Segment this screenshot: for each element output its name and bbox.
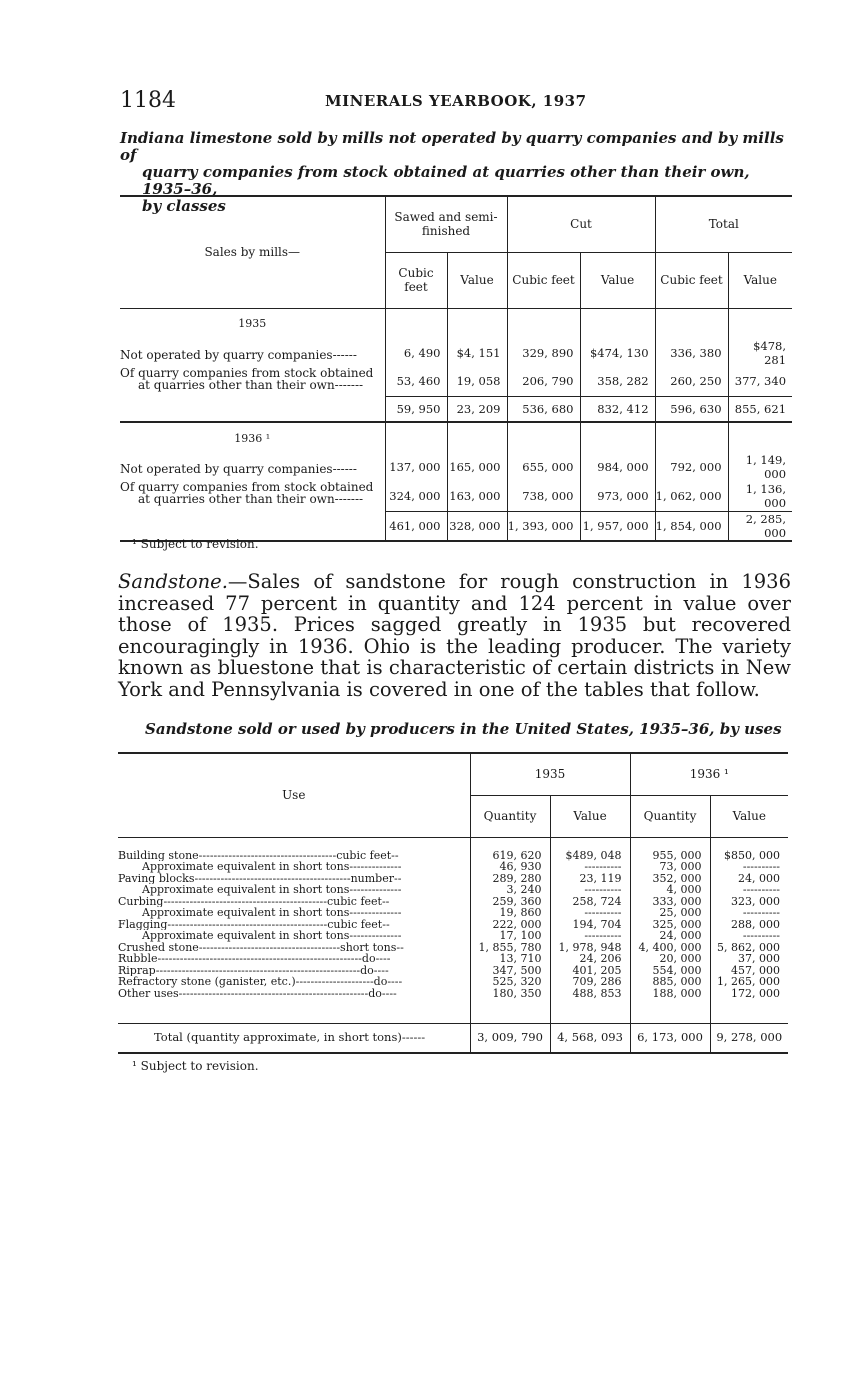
value-cell: 172, 000 <box>731 987 781 999</box>
quantity-cell: 619, 620 <box>492 849 542 861</box>
subheader-value: Value <box>580 252 655 308</box>
year-label: 1935 <box>238 317 267 330</box>
total-cell: 461, 000 <box>385 511 447 541</box>
quantity-cell: 347, 500 <box>492 964 542 976</box>
total-cell: 9, 278, 000 <box>710 1023 788 1053</box>
cell: 260, 250 <box>655 367 728 397</box>
value-cell: 457, 000 <box>731 964 781 976</box>
running-title: MINERALS YEARBOOK, 1937 <box>325 92 587 110</box>
cell: 984, 000 <box>580 453 655 481</box>
total-cell: 855, 621 <box>728 397 792 423</box>
use-label: Other uses---------------------------------------------------do---- <box>118 987 397 999</box>
paragraph-lead: Sandstone. <box>118 570 228 593</box>
total-cell: 23, 209 <box>447 397 507 423</box>
use-header-text: Use <box>282 788 306 803</box>
total-cell: 2, 285, 000 <box>728 511 792 541</box>
cell: 655, 000 <box>507 453 580 481</box>
row-label-line: Not operated by quarry companies------ <box>120 462 357 476</box>
row-label <box>120 339 385 367</box>
use-label: Refractory stone (ganister, etc.)---------------------do---- <box>118 976 403 988</box>
quantity-cell: 24, 000 <box>659 930 702 942</box>
quantity-cell: 955, 000 <box>652 849 702 861</box>
subheader-cubic-feet: Cubic feet <box>507 252 580 308</box>
year-row <box>120 308 792 339</box>
use-header <box>118 753 470 837</box>
value-cell: 709, 286 <box>572 976 622 988</box>
cell: $474, 130 <box>580 339 655 367</box>
table-row <box>120 339 792 367</box>
total-label: Total (quantity approximate, in short tons)------ <box>118 1023 470 1053</box>
cell: 165, 000 <box>447 453 507 481</box>
total-row <box>120 397 792 423</box>
limestone-table <box>120 195 792 542</box>
subheader-value: Value <box>447 252 507 308</box>
year-header-1936: 1936 ¹ <box>630 753 788 795</box>
row-label-line: Of quarry companies from stock obtained <box>120 480 374 494</box>
table1-footnote: ¹ Subject to revision. <box>132 537 259 551</box>
subheader-value: Value <box>710 795 788 837</box>
quantity-cell: 352, 000 <box>652 872 702 884</box>
quantity-cell: 333, 000 <box>652 895 702 907</box>
cell: 1, 149, 000 <box>728 453 792 481</box>
value-1936-column <box>710 837 788 1023</box>
use-label: Rubble-------------------------------------------------------do---- <box>118 953 391 965</box>
value-cell: 1, 265, 000 <box>717 976 781 988</box>
value-cell: $489, 048 <box>565 849 622 861</box>
table1-caption-line: Indiana limestone sold by mills not operated by quarry companies and by mills of <box>120 129 784 164</box>
group-header-total: Total <box>655 196 792 252</box>
use-label: Crushed stone--------------------------------------short tons-- <box>118 941 404 953</box>
row-label-line: Not operated by quarry companies------ <box>120 347 357 362</box>
row-label-line: Of quarry companies from stock obtained <box>120 365 374 380</box>
quantity-cell: 1, 855, 780 <box>478 941 542 953</box>
quantity-cell: 289, 280 <box>492 872 542 884</box>
quantity-cell: 73, 000 <box>659 861 702 873</box>
sandstone-paragraph <box>118 571 791 700</box>
use-label: Approximate equivalent in short tons-------------- <box>142 930 402 942</box>
cell: 324, 000 <box>385 481 447 511</box>
subheader-value: Value <box>550 795 630 837</box>
quantity-cell: 180, 350 <box>492 987 542 999</box>
total-cell: 328, 000 <box>447 511 507 541</box>
cell: 1, 062, 000 <box>655 481 728 511</box>
table1-caption-line: by classes <box>142 197 226 215</box>
subheader-quantity: Quantity <box>630 795 710 837</box>
table-row <box>120 453 792 481</box>
total-cell: 596, 630 <box>655 397 728 423</box>
row-label <box>120 367 385 397</box>
value-cell: 194, 704 <box>572 918 622 930</box>
use-label: Approximate equivalent in short tons-------------- <box>142 907 402 919</box>
cell: 19, 058 <box>447 367 507 397</box>
value-1935-column <box>550 837 630 1023</box>
cell: 738, 000 <box>507 481 580 511</box>
cell: 163, 000 <box>447 481 507 511</box>
page-number: 1184 <box>120 88 176 113</box>
total-cell: 59, 950 <box>385 397 447 423</box>
use-label: Approximate equivalent in short tons-------------- <box>142 884 402 896</box>
row-label <box>120 481 385 511</box>
quantity-cell: 46, 930 <box>499 861 542 873</box>
cell: 336, 380 <box>655 339 728 367</box>
cell: 206, 790 <box>507 367 580 397</box>
value-cell: ---------- <box>742 907 781 919</box>
total-cell: 4, 568, 093 <box>550 1023 630 1053</box>
table-row <box>120 481 792 511</box>
value-cell: 5, 862, 000 <box>717 941 781 953</box>
value-cell: ---------- <box>742 930 781 942</box>
total-row <box>118 1023 788 1053</box>
total-cell: 3, 009, 790 <box>470 1023 550 1053</box>
quantity-cell: 325, 000 <box>652 918 702 930</box>
quantity-1936-column <box>630 837 710 1023</box>
value-cell: $850, 000 <box>724 849 781 861</box>
quantity-cell: 885, 000 <box>652 976 702 988</box>
use-label: Flagging-------------------------------------------cubic feet-- <box>118 918 390 930</box>
value-cell: ---------- <box>584 907 622 919</box>
cell: 792, 000 <box>655 453 728 481</box>
cell: 358, 282 <box>580 367 655 397</box>
stub-header-text: Sales by mills— <box>204 245 301 260</box>
value-cell: 488, 853 <box>572 987 622 999</box>
table2-footnote: ¹ Subject to revision. <box>132 1059 259 1073</box>
use-column <box>118 837 470 1023</box>
sandstone-table <box>118 752 788 1054</box>
table2-caption: Sandstone sold or used by producers in the United States, 1935–36, by uses <box>145 720 782 738</box>
table-row <box>120 367 792 397</box>
subheader-quantity: Quantity <box>470 795 550 837</box>
stub-header <box>120 196 385 308</box>
cell: 377, 340 <box>728 367 792 397</box>
quantity-cell: 25, 000 <box>659 907 702 919</box>
value-cell: 1, 978, 948 <box>558 941 622 953</box>
value-cell: 23, 119 <box>579 872 622 884</box>
quantity-cell: 13, 710 <box>499 953 542 965</box>
cell: 6, 490 <box>385 339 447 367</box>
value-cell: ---------- <box>584 930 622 942</box>
quantity-cell: 525, 320 <box>492 976 542 988</box>
use-label: Riprap-------------------------------------------------------do---- <box>118 964 389 976</box>
quantity-1935-column <box>470 837 550 1023</box>
value-cell: 401, 205 <box>572 964 622 976</box>
subheader-cubic-feet: Cubic feet <box>385 252 447 308</box>
table1-caption-line: quarry companies from stock obtained at quarries other than their own, 1935–36, <box>142 163 750 198</box>
quantity-cell: 19, 860 <box>499 907 542 919</box>
quantity-cell: 4, 400, 000 <box>638 941 702 953</box>
quantity-cell: 20, 000 <box>659 953 702 965</box>
use-label: Approximate equivalent in short tons-------------- <box>142 861 402 873</box>
year-label: 1936 ¹ <box>120 422 385 453</box>
subheader-cubic-feet: Cubic feet <box>655 252 728 308</box>
quantity-cell: 188, 000 <box>652 987 702 999</box>
value-cell: ---------- <box>584 861 622 873</box>
use-label: Curbing--------------------------------------------cubic feet-- <box>118 895 390 907</box>
value-cell: 24, 206 <box>579 953 622 965</box>
total-cell: 6, 173, 000 <box>630 1023 710 1053</box>
row-label <box>120 453 385 481</box>
quantity-cell: 4, 000 <box>666 884 702 896</box>
cell: 973, 000 <box>580 481 655 511</box>
total-cell: 832, 412 <box>580 397 655 423</box>
table-body-row <box>118 837 788 1023</box>
value-cell: 37, 000 <box>738 953 781 965</box>
value-cell: 258, 724 <box>572 895 622 907</box>
value-cell: ---------- <box>742 884 781 896</box>
cell: 1, 136, 000 <box>728 481 792 511</box>
quantity-cell: 554, 000 <box>652 964 702 976</box>
group-header-sawed: Sawed and semi-finished <box>385 196 507 252</box>
row-label-line: at quarries other than their own------- <box>138 492 364 506</box>
quantity-cell: 3, 240 <box>506 884 542 896</box>
paragraph-text: —Sales of sandstone for rough construction in 1936 increased 77 percent in quantity and 124 percent in value over those of 1935. Prices sagged greatly in 1935 but recovered encouragingly in 1936. Ohio is the leading producer. The variety known as bluestone that is characteristic of certain districts in New York and Pennsylvania is covered in one of the tables that follow. <box>118 570 791 701</box>
value-cell: 24, 000 <box>738 872 781 884</box>
value-cell: ---------- <box>742 861 781 873</box>
use-label: Paving blocks------------------------------------------number-- <box>118 872 402 884</box>
value-cell: ---------- <box>584 884 622 896</box>
year-header-1935: 1935 <box>470 753 630 795</box>
cell: $478, 281 <box>728 339 792 367</box>
cell: $4, 151 <box>447 339 507 367</box>
value-cell: 288, 000 <box>731 918 781 930</box>
quantity-cell: 17, 100 <box>499 930 542 942</box>
quantity-cell: 222, 000 <box>492 918 542 930</box>
group-header-cut: Cut <box>507 196 655 252</box>
row-label-line: at quarries other than their own------- <box>138 377 364 392</box>
cell: 137, 000 <box>385 453 447 481</box>
value-cell: 323, 000 <box>731 895 781 907</box>
quantity-cell: 259, 360 <box>492 895 542 907</box>
year-row <box>120 422 792 453</box>
total-cell: 1, 854, 000 <box>655 511 728 541</box>
total-cell: 536, 680 <box>507 397 580 423</box>
use-label: Building stone-------------------------------------cubic feet-- <box>118 849 399 861</box>
cell: 329, 890 <box>507 339 580 367</box>
total-cell: 1, 957, 000 <box>580 511 655 541</box>
subheader-value: Value <box>728 252 792 308</box>
total-cell: 1, 393, 000 <box>507 511 580 541</box>
cell: 53, 460 <box>385 367 447 397</box>
